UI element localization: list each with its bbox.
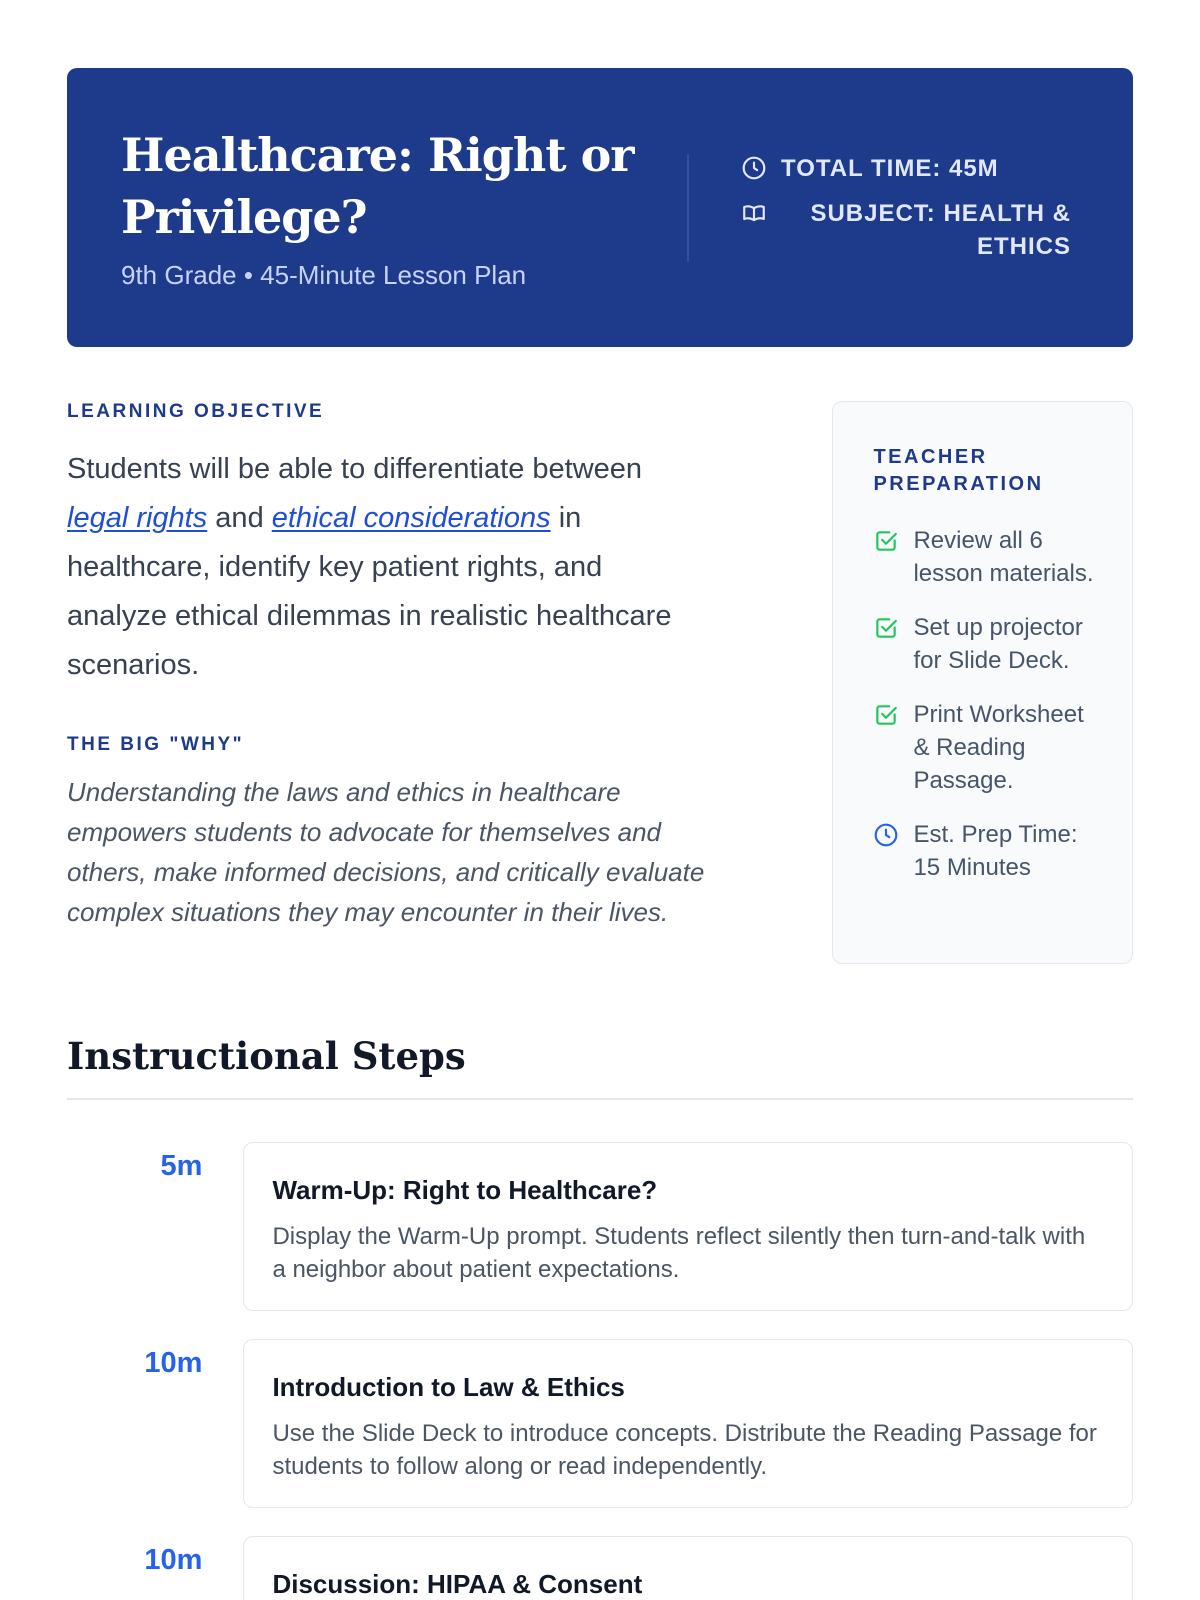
preparation-list (873, 524, 1102, 884)
step-duration: 10m (144, 1544, 203, 1576)
title-line-1: Healthcare: Right or (121, 128, 634, 182)
check-square-icon (873, 615, 899, 641)
prep-item-text: Print Worksheet & Reading Passage. (913, 701, 1084, 794)
clock-icon (741, 155, 767, 181)
step-title: Discussion: HIPAA & Consent (272, 1569, 643, 1599)
subject (767, 197, 1071, 263)
step-duration: 5m (160, 1150, 203, 1182)
prep-item-text: Est. Prep Time: 15 Minutes (913, 821, 1078, 881)
learning-objective-text (67, 445, 705, 690)
learning-objective-label: LEARNING OBJECTIVE (67, 401, 325, 422)
objective-part-1: Students will be able to differentiate between (67, 453, 643, 485)
subject-line-2: ETHICS (976, 233, 1071, 260)
title-line-2: Privilege? (121, 190, 367, 244)
subject-row (741, 197, 1071, 263)
teacher-preparation-title (873, 444, 1102, 498)
step-description: Display the Warm-Up prompt. Students reflect silently then turn-and-talk with a neighbor about patient expectations. (272, 1223, 1086, 1283)
overview-section (67, 401, 1133, 964)
header-banner (67, 68, 1133, 347)
step-row (67, 1142, 1133, 1311)
check-square-icon (873, 528, 899, 554)
prep-item (873, 611, 1102, 677)
prep-title-line-1: TEACHER (873, 446, 988, 468)
prep-title-line-2: PREPARATION (873, 473, 1044, 495)
big-why-text: Understanding the laws and ethics in healthcare empowers students to advocate for themselves and others, make informed decisions, and critically evaluate complex situations they may encounter in their lives. (67, 777, 705, 927)
lesson-meta (741, 152, 1071, 263)
step-title: Warm-Up: Right to Healthcare? (272, 1175, 658, 1205)
header-divider (687, 154, 689, 262)
step-row (67, 1339, 1133, 1508)
step-row (67, 1536, 1133, 1600)
total-time-row (741, 152, 1071, 185)
ethical-considerations-highlight: ethical considerations (271, 502, 551, 534)
prep-item-text: Review all 6 lesson materials. (913, 527, 1094, 587)
teacher-preparation-card (832, 401, 1133, 964)
instructional-steps-heading: Instructional Steps (67, 1034, 1133, 1100)
clock-icon (873, 822, 899, 848)
step-card (243, 1536, 1133, 1600)
title-block (121, 124, 636, 291)
objective-column (67, 401, 705, 964)
step-description: Use the Slide Deck to introduce concepts. Distribute the Reading Passage for students to follow along or read independently. (272, 1420, 1097, 1480)
objective-part-2: and (207, 502, 272, 534)
prep-item-text: Set up projector for Slide Deck. (913, 614, 1083, 674)
step-card (243, 1339, 1133, 1508)
objective-part-3: in healthcare, identify key patient rights, and analyze ethical dilemmas in realistic healthcare scenarios. (67, 502, 672, 681)
page-title (121, 124, 636, 248)
subject-line-1: SUBJECT: HEALTH & (810, 200, 1071, 227)
legal-rights-highlight: legal rights (67, 502, 208, 534)
big-why-label: THE BIG "WHY" (67, 734, 245, 755)
step-title: Introduction to Law & Ethics (272, 1372, 625, 1402)
prep-item (873, 698, 1102, 797)
instructional-steps-list (67, 1142, 1133, 1600)
prep-item (873, 524, 1102, 590)
page-subtitle: 9th Grade • 45-Minute Lesson Plan (121, 260, 527, 290)
book-icon (741, 200, 767, 226)
step-duration: 10m (144, 1347, 203, 1379)
check-square-icon (873, 702, 899, 728)
total-time: TOTAL TIME: 45M (781, 155, 999, 182)
step-card (243, 1142, 1133, 1311)
prep-item (873, 818, 1102, 884)
